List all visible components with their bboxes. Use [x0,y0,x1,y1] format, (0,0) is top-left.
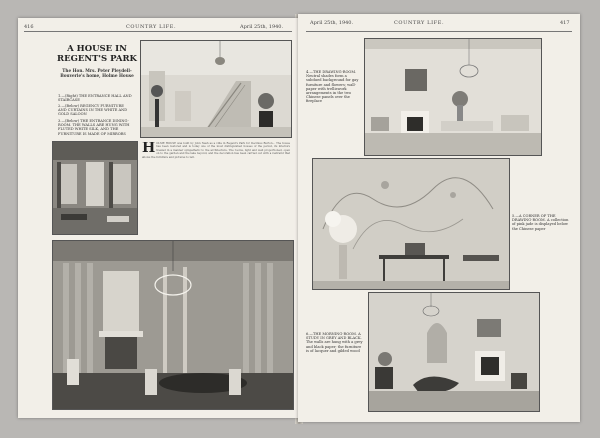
header-rule [24,31,292,32]
photo-dining-room [52,240,294,410]
caption-3: 3.—(Below) THE ENTRANCE DINING-ROOM. THE WALLS ARE HUNG WITH FLUTED WHITE SILK, AND THE FURNITURE IS MADE OF MIRRORS [58,119,130,136]
header-rule-right [306,31,572,32]
left-page [18,18,298,418]
article-subtitle: The Hon. Mrs. Peter Pleydell-Bouverie's home, Holme House [60,68,134,79]
caption-4: 4.—THE DRAWING-ROOM. Neutral shades form a subdued background for gay furniture and flowers; wall-paper with trelliswork arrangements in the two Chinese panels over the fireplace [306,70,359,104]
drop-cap: H [142,142,156,156]
caption-2: 2.—(Below) REGENCY FURNITURE AND CURTAINS IN THE WHITE AND GOLD SALOON [58,104,128,117]
article-body [142,142,290,236]
photo-saloon [52,141,138,235]
caption-1: 1.—(Right) THE ENTRANCE HALL AND STAIRCASE [58,94,132,103]
right-page [298,14,580,422]
right-magazine-title: COUNTRY LIFE. [394,20,445,26]
article-body-text: OLME HOUSE was built by John Nash as a villa in Regent's Park for Decimus Burton... The house has been restored and is today one of the most distinguished houses of the period, its interiors treated in a manner sympathetic to the architecture. The rooms, light and well proportioned, open on to the garden and the lake beyond, and the decoration has been carried out with a restraint that allows the furniture and pictures to tell. [142,142,290,159]
caption-6: 6.—THE MORNING-ROOM. A STUDY IN GREY AND BLACK. The walls are hung with a grey and black paper; the furniture is of lacquer and gilded wood [306,332,363,353]
photo-drawing-room [364,38,542,156]
photo-entrance-hall [140,40,292,138]
photo-drawing-room-corner [312,158,510,290]
article-title: A HOUSE IN REGENT'S PARK [57,44,137,64]
right-date: April 25th, 1940. [310,20,354,26]
caption-5: 5.—A CORNER OF THE DRAWING-ROOM. A collection of pink jade is displayed below the Chinese paper [512,214,569,231]
left-page-number: 416 [24,24,34,30]
right-page-number: 417 [560,20,570,26]
left-date: April 25th, 1940. [240,24,284,30]
left-magazine-title: COUNTRY LIFE. [126,24,177,30]
photo-morning-room [368,292,540,412]
